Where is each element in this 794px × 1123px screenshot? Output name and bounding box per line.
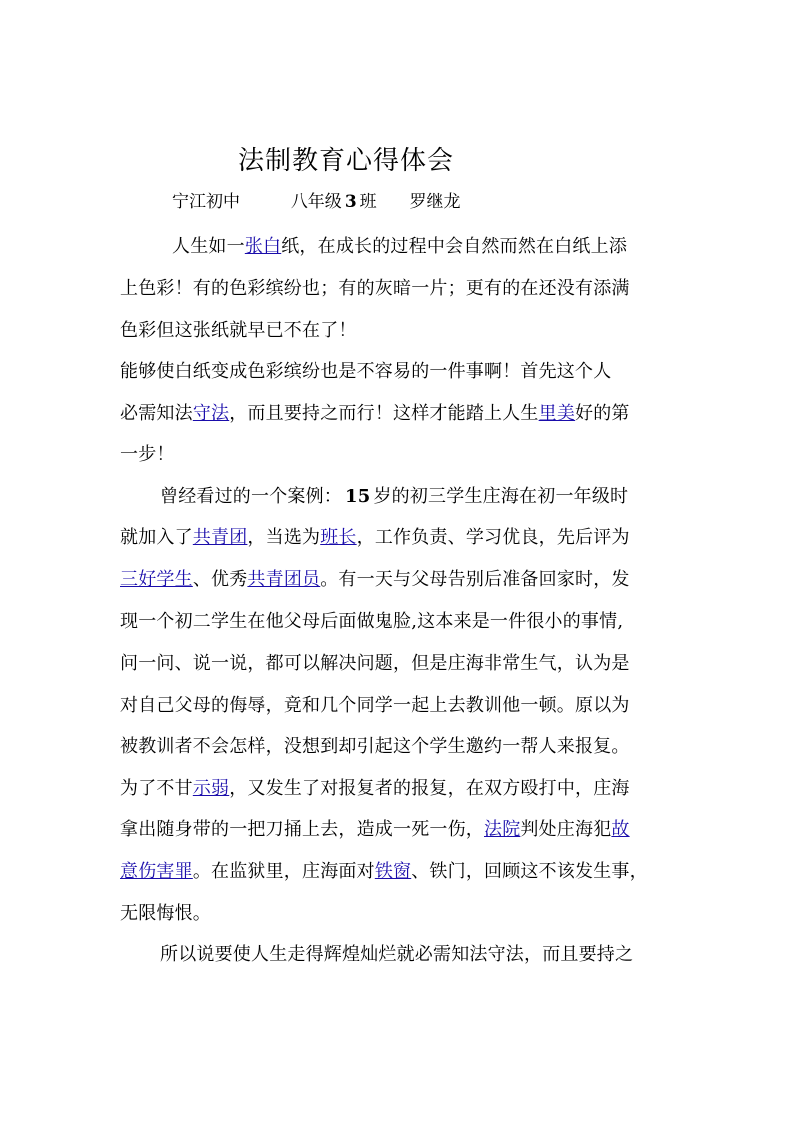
link-zhangbai[interactable]: 张白	[244, 236, 282, 257]
text-run: 人生如一	[172, 236, 245, 257]
link-sanhaoxuesheng[interactable]: 三好学生	[120, 569, 193, 590]
paragraph-4-line-1: 所以说要使人生走得辉煌灿烂就必需知法守法，而且要持之	[160, 944, 634, 965]
link-guyishanghaizui-part2[interactable]: 意伤害罪	[120, 861, 193, 882]
byline	[172, 187, 460, 212]
text-run: 纸，在成长的过程中会自然而然在白纸上添	[281, 236, 628, 257]
paragraph-3-line-4: 现一个初二学生在他父母后面做鬼脸,这本来是一件很小的事情,	[120, 611, 624, 632]
paragraph-3-line-2	[120, 523, 630, 549]
school-name: 宁江初中	[172, 192, 240, 212]
paragraph-3-line-6: 对自己父母的侮辱，竟和几个同学一起上去教训他一顿。原以为	[120, 695, 630, 716]
text-run: 为了不甘	[120, 778, 193, 799]
text-run: 、铁门，回顾这不该发生事，	[411, 861, 648, 882]
link-gongqingtuanyuan[interactable]: 共青团员	[247, 569, 321, 590]
paragraph-3-line-8	[120, 774, 630, 800]
paragraph-1-line-1	[172, 232, 627, 258]
link-limei[interactable]: 里美	[538, 403, 576, 424]
paragraph-3-line-3	[120, 565, 630, 591]
class-number: 3	[344, 192, 357, 212]
text-run: 就加入了	[120, 527, 193, 548]
text-run: 好的第	[575, 403, 630, 424]
paragraph-3-line-1	[160, 482, 628, 508]
text-run: 曾经看过的一个案例：	[160, 486, 342, 507]
text-run: 、优秀	[192, 569, 248, 590]
paragraph-1-line-2: 上色彩！有的色彩缤纷也；有的灰暗一片；更有的在还没有添满	[120, 278, 630, 299]
paragraph-2-line-2	[120, 399, 630, 425]
paragraph-3-line-7: 被教训者不会怎样，没想到却引起这个学生邀约一帮人来报复。	[120, 736, 630, 757]
text-run: 。在监狱里，庄海面对	[192, 861, 375, 882]
paragraph-1-line-3: 色彩但这张纸就早已不在了！	[120, 320, 357, 341]
class-grade: 八年级	[290, 192, 342, 212]
text-run: 。有一天与父母告别后准备回家时，发	[320, 569, 630, 590]
link-guyishanghaizui-part1[interactable]: 故	[611, 819, 630, 840]
paragraph-3-line-5: 问一问、说一说，都可以解决问题，但是庄海非常生气，认为是	[120, 653, 630, 674]
text-run: 岁的初三学生庄海在初一年级时	[373, 486, 629, 507]
link-shoufa[interactable]: 守法	[192, 403, 230, 424]
text-run: ，而且要持之而行！这样才能踏上人生	[229, 403, 539, 424]
link-tiechuang[interactable]: 铁窗	[374, 861, 412, 882]
link-banzhang[interactable]: 班长	[320, 527, 357, 548]
page-title: 法制教育心得体会	[238, 146, 455, 176]
author-name: 罗继龙	[409, 192, 461, 212]
class-suffix: 班	[359, 192, 377, 212]
link-shiruo[interactable]: 示弱	[192, 778, 230, 799]
text-run: ，工作负责、学习优良，先后评为	[356, 527, 630, 548]
text-run: 判处庄海犯	[520, 819, 612, 840]
paragraph-3-line-11: 无限悔恨。	[120, 903, 211, 924]
age-number: 15	[345, 486, 371, 507]
text-run: ，当选为	[247, 527, 321, 548]
text-run: 必需知法	[120, 403, 193, 424]
text-run: 拿出随身带的一把刀捅上去，造成一死一伤，	[120, 819, 484, 840]
link-fayuan[interactable]: 法院	[484, 819, 521, 840]
text-run: ，又发生了对报复者的报复，在双方殴打中，庄海	[229, 778, 630, 799]
paragraph-3-line-10	[120, 857, 648, 883]
paragraph-3-line-9	[120, 815, 630, 841]
link-gongqingtuan[interactable]: 共青团	[192, 527, 248, 548]
paragraph-2-line-3: 一步！	[120, 444, 175, 465]
paragraph-2-line-1: 能够使白纸变成色彩缤纷也是不容易的一件事啊！首先这个人	[120, 361, 612, 382]
